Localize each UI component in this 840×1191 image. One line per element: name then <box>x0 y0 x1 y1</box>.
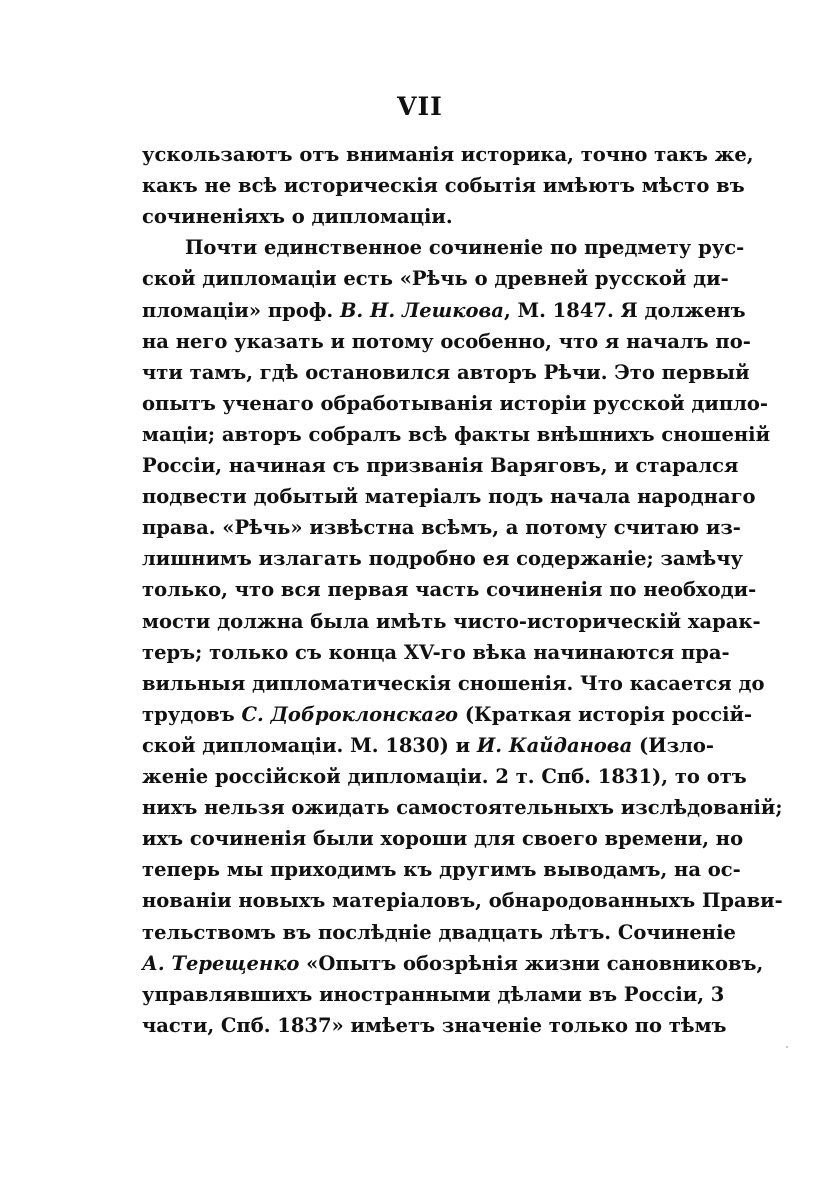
text-segment: теперь мы приходимъ къ другимъ выводамъ, на ос- <box>142 858 741 882</box>
text-line <box>142 793 783 823</box>
text-line <box>142 420 771 450</box>
text-segment: лишнимъ излагать подробно ея содержаніе; замѣчу <box>142 547 743 571</box>
text-line <box>142 140 754 170</box>
text-line <box>142 886 783 916</box>
text-segment: трудовъ <box>142 702 242 726</box>
text-line <box>142 296 746 326</box>
text-segment: ускользаютъ отъ вниманія историка, точно такъ же, <box>142 143 754 166</box>
text-segment: вильныя дипломатическія сношенія. Что касается до <box>142 671 765 695</box>
text-segment: женіе россійской дипломаціи. 2 т. Спб. 1831), то отъ <box>142 765 747 788</box>
text-segment: «Опытъ обозрѣнія жизни сановниковъ, <box>299 951 764 975</box>
text-line <box>142 171 745 201</box>
text-segment: права. «Рѣчь» извѣстна всѣмъ, а потому считаю из- <box>142 516 741 540</box>
text-segment: ихъ сочиненія были хороши для своего времени, но <box>142 827 744 851</box>
text-line <box>142 544 743 574</box>
text-segment: , М. 1847. Я долженъ <box>503 298 746 322</box>
text-segment: нованіи новыхъ матеріаловъ, обнародованныхъ Прави- <box>142 889 783 913</box>
text-line <box>142 264 729 294</box>
text-line <box>142 949 764 979</box>
text-line <box>142 638 730 668</box>
text-line <box>142 980 725 1010</box>
text-line <box>142 482 756 512</box>
text-line <box>142 513 741 543</box>
text-segment: Россіи, начиная съ призванія Варяговъ, и старался <box>142 454 739 477</box>
text-segment: на него указать и потому особенно, что я началъ по- <box>142 329 751 353</box>
text-segment: управлявшихъ иностранными дѣлами въ Россіи, 3 <box>142 982 725 1006</box>
text-segment: (Изло- <box>632 733 714 757</box>
text-segment: (Краткая исторія россій- <box>458 702 753 726</box>
text-segment: ской дипломаціи есть «Рѣчь о древней русской ди- <box>142 267 729 291</box>
text-line <box>142 607 761 637</box>
author-name: С. Доброклонскаго <box>241 702 459 726</box>
text-line <box>142 824 744 854</box>
text-line <box>142 700 753 730</box>
text-line <box>142 1011 727 1041</box>
text-line <box>142 389 768 419</box>
text-segment: теръ; только съ конца XV-го вѣка начинаются пра- <box>142 640 730 664</box>
text-segment: какъ не всѣ историческія событія имѣютъ мѣсто въ <box>142 174 745 198</box>
text-line <box>142 918 736 948</box>
text-segment: только, что вся первая часть сочиненія по необходи- <box>142 578 757 602</box>
author-name: В. Н. Лешкова <box>339 298 504 322</box>
text-line <box>142 575 757 605</box>
text-segment: подвести добытый матеріалъ подъ начала народнаго <box>142 485 756 509</box>
text-segment: пломаціи» проф. <box>142 298 340 322</box>
text-line <box>142 731 714 761</box>
text-segment: мости должна была имѣть чисто-историческій харак- <box>142 609 761 633</box>
page-number: VII <box>397 92 443 121</box>
text-line <box>142 669 765 699</box>
text-segment: Почти единственное сочиненіе по предмету рус- <box>185 236 745 260</box>
text-line <box>142 202 709 232</box>
text-segment: опытъ ученаго обработыванія исторіи русской дипло- <box>142 391 768 415</box>
paper-speck <box>786 1046 788 1048</box>
author-name: И. Кайданова <box>476 733 633 757</box>
text-line <box>142 327 751 357</box>
text-segment: тельствомъ въ послѣдніе двадцать лѣтъ. Сочиненіе <box>142 920 736 944</box>
text-segment: нихъ нельзя ожидать самостоятельныхъ изслѣдованій; <box>142 796 783 820</box>
author-name: А. Терещенко <box>142 951 300 975</box>
text-line <box>142 358 750 388</box>
text-segment: ской дипломаціи. М. 1830) и <box>142 733 477 757</box>
text-line <box>185 233 745 263</box>
text-line <box>142 762 747 792</box>
text-segment: части, Спб. 1837» имѣетъ значеніе только по тѣмъ <box>142 1013 727 1037</box>
text-line <box>142 855 741 885</box>
text-segment: маціи; авторъ собралъ всѣ факты внѣшнихъ сношеній <box>142 422 771 446</box>
text-line <box>142 451 739 481</box>
text-segment: сочиненіяхъ о дипломаціи. <box>142 205 453 229</box>
text-segment: чти тамъ, гдѣ остановился авторъ Рѣчи. Это первый <box>142 360 750 384</box>
